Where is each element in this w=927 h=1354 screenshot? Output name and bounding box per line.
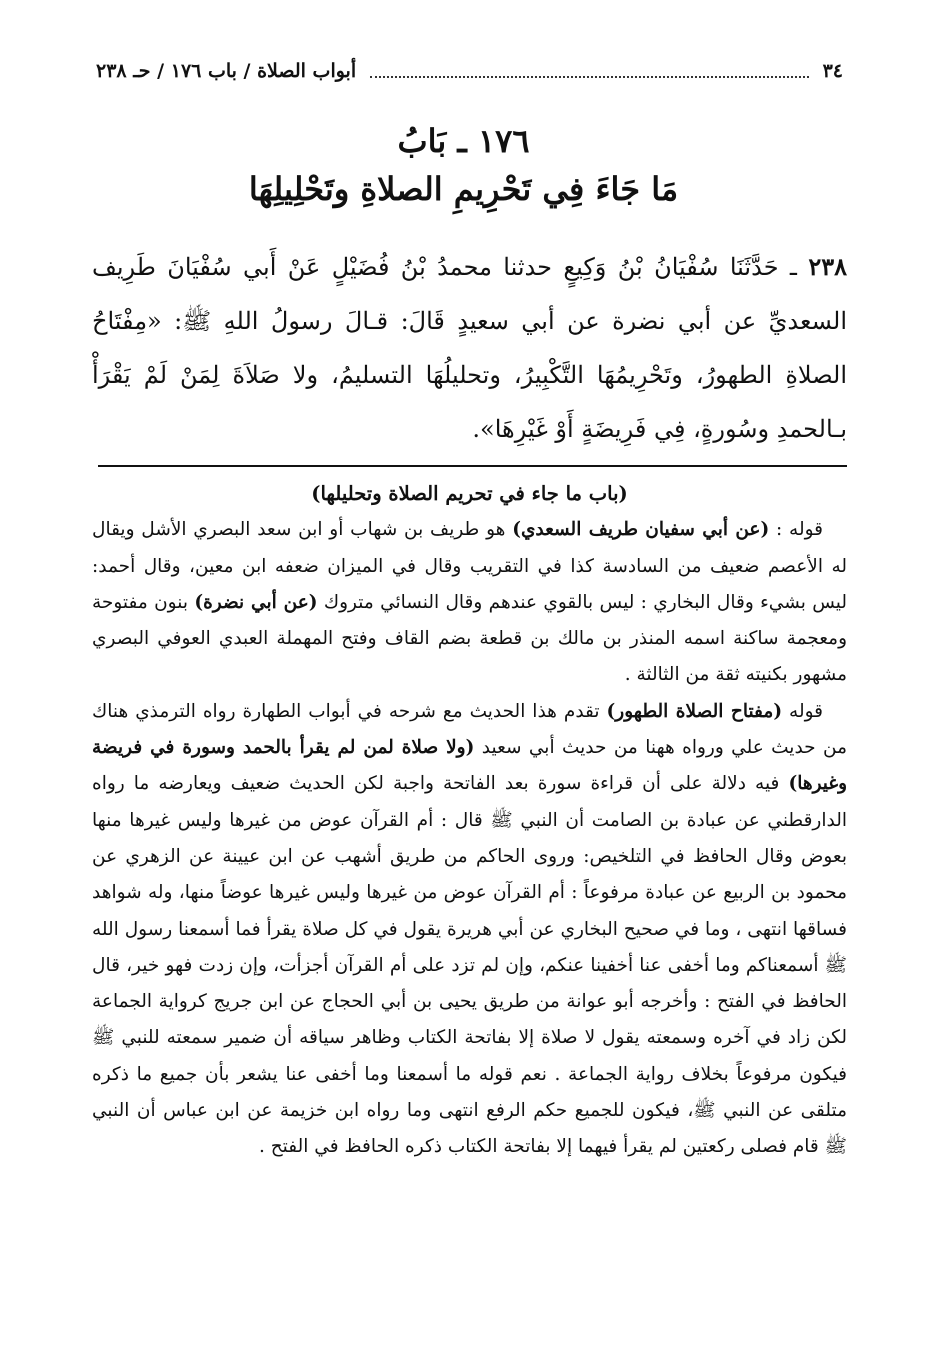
commentary	[92, 476, 847, 1166]
page-number: ٣٤	[822, 60, 843, 82]
running-header	[96, 54, 843, 88]
para2-text-1: تقدم هذا الحديث مع شرحه في أبواب الطهارة رواه الترمذي هناك من حديث علي ورواه ههنا من حديث أبي سعيد	[92, 700, 847, 759]
hadith-body: ـ حَدَّثَنَا سُفْيَانُ بْنُ وَكِيعٍ حدثنا محمدُ بْنُ فُضَيْلٍ عَنْ أَبي سُفْيَانَ طَرِيف السعديِّ عن أبي نضرة عن أبي سعيدٍ قَالَ: قـالَ رسولُ اللهِ ﷺ: «مِفْتَاحُ الصلاةِ الطهورُ، وتَحْرِيمُهَا التَّكْبِيرُ، وتحليلُهَا التسليمُ، ولا صَلاَةَ لِمَنْ لَمْ يَقْرَأْ بـالحمدِ وسُورةٍ، فِي فَرِيضَةٍ أَوْ غَيْرِهَا».	[92, 253, 847, 443]
separator-rule	[98, 465, 847, 467]
commentary-paragraph-1	[92, 512, 847, 693]
running-title: أبواب الصلاة / باب ١٧٦ / حـ ٢٣٨	[96, 60, 357, 82]
commentary-paragraph-2	[92, 694, 847, 1166]
chapter-title: مَا جَاءَ فِي تَحْرِيمِ الصلاةِ وتَحْلِيلِهَا	[248, 170, 679, 208]
para1-text-1: هو طريف بن شهاب أو ابن سعد البصري الأشل ويقال له الأعصم ضعيف من السادسة كذا في التقريب وقال في الميزان ضعفه ابن معين، وقال أحمد: ليس بشيء وقال البخاري : ليس بالقوي عندهم وقال النسائي متروك	[92, 519, 848, 613]
para2-intro: قوله	[782, 700, 824, 722]
para1-quote-2: (عن أبي نضرة)	[194, 591, 318, 613]
chapter-number: ١٧٦ ـ بَابُ	[397, 122, 530, 160]
para1-quote-1: (عن أبي سفيان طريف السعدي)	[512, 519, 770, 541]
dotted-leader	[370, 76, 808, 78]
para2-quote-1: (مفتاح الصلاة الطهور)	[606, 700, 783, 722]
hadith-number: ٢٣٨	[808, 252, 847, 281]
para2-quote-2: (ولا صلاة لمن لم يقرأ بالحمد وسورة في فريضة وغيرها)	[92, 737, 847, 795]
para1-text-2: بنون مفتوحة ومعجمة ساكنة اسمه المنذر بن مالك بن قطعة بضم القاف وفتح المهملة العبدي العوفي البصري مشهور بكنيته ثقة من الثالثة .	[92, 591, 847, 686]
para1-intro: قوله :	[769, 519, 824, 541]
commentary-heading: (باب ما جاء في تحريم الصلاة وتحليلها)	[311, 482, 628, 505]
para2-text-2: فيه دلالة على أن قراءة سورة بعد الفاتحة واجبة لكن الحديث ضعيف ويعارضه ما رواه الدارقطني عن عبادة بن الصامت أن النبي ﷺ قال : أم القرآن عوض من غيرها وليس غيرها منها بعوض وقال الحافظ في التلخيص: وروى الحاكم من طريق أشهب عن ابن عيينة عن الزهري عن محمود بن الربيع عن عبادة مرفوعاً : أم القرآن عوض من غيرها وليس غيرها عوضاً منها، وله شواهد فساقها انتهى ، وما في صحيح البخاري عن أبي هريرة يقول في كل صلاة يقرأ فما أسمعنا رسول الله ﷺ أسمعناكم وما أخفى عنا أخفينا عنكم، وإن لم تزد على أم القرآن أجزأت، وإن زدت فهو خير، قال الحافظ في الفتح : وأخرجه أبو عوانة من طريق يحيى بن أبي الحجاج عن ابن جريج كرواية الجماعة لكن زاد في آخره وسمعته يقول لا صلاة إلا بفاتحة الكتاب وظاهر سياقه أن ضمير سمعته للنبي ﷺ فيكون مرفوعاً بخلاف رواية الجماعة . نعم قوله ما أسمعنا وما أخفى عنا يشعر بأن جميع ما ذكره متلقى عن النبي ﷺ، فيكون للجميع حكم الرفع انتهى وما رواه ابن خزيمة عن ابن عباس أن النبي ﷺ قام فصلى ركعتين لم يقرأ فيهما إلا بفاتحة الكتاب ذكره الحافظ في الفتح .	[92, 773, 847, 1158]
hadith-text	[92, 240, 847, 456]
